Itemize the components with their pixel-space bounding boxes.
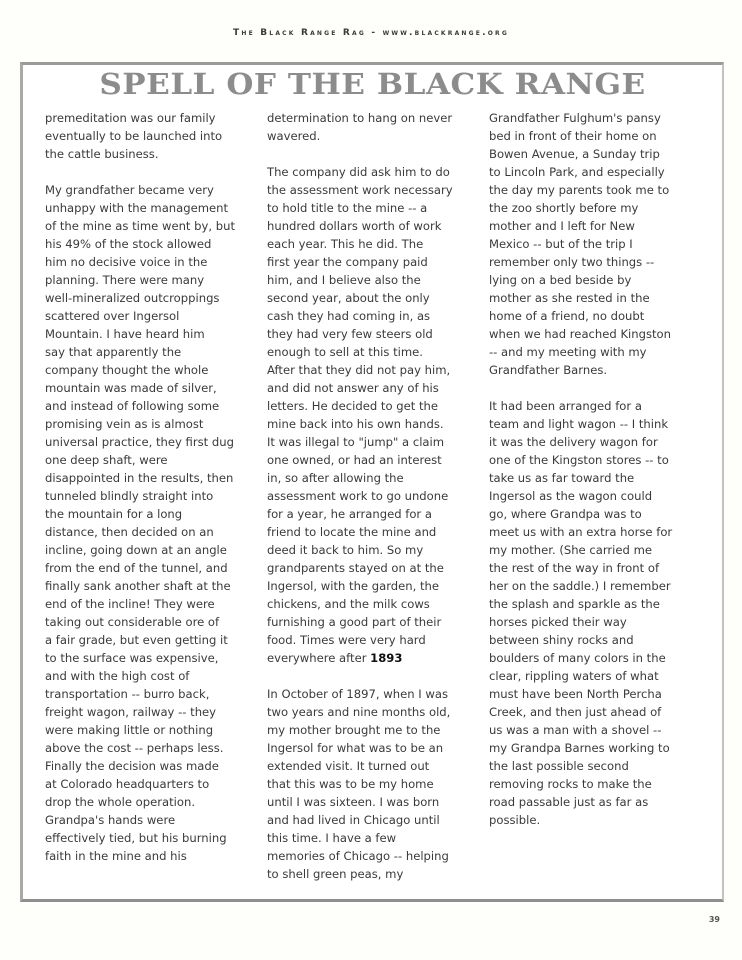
article-frame: [20, 62, 724, 902]
paragraph: In October of 1897, when I was two years and nine months old, my mother brought me to the Ingersol for what was to be an extended visit. It turned out that this was to be my home until I was sixteen. I was born and had lived in Chicago until this time. I have a few memories of Chicago -- helping to shell green peas, my: [267, 687, 451, 881]
article-title: SPELL OF THE BLACK RANGE: [99, 67, 646, 101]
paragraph: Grandfather Fulghum's pansy bed in front of their home on Bowen Avenue, a Sunday trip to Lincoln Park, and especially the day my parents took me to the zoo shortly before my mother and I left for New Mexico -- but of the trip I remember only two things -- lying on a bed beside by mother as she rested in the home of a friend, no doubt when we had reached Kingston -- and my meeting with my Grandfather Barnes.: [489, 111, 672, 377]
column-1: [45, 109, 275, 883]
paragraph: My grandfather became very unhappy with the management of the mine as time went by, but his 49% of the stock allowed him no decisive voice in the planning. There were many well-mineralized outcroppings scattered over Ingersol Mountain. I have heard him say that apparently the company thought the whole mountain was made of silver, and instead of following some promising vein as is almost universal practice, they first dug one deep shaft, were disappointed in the results, then tunneled blindly straight into the mountain for a long distance, then decided on an incline, going down at an angle from the end of the tunnel, and finally sank another shaft at the end of the incline! They were taking out considerable ore of a fair grade, but even getting it to the surface was expensive, and with the high cost of transportation -- burro back, freight wagon, railway -- they were making little or nothing above the cost -- perhaps less. Finally the decision was made at Colorado headquarters to drop the whole operation. Grandpa's hands were effectively tied, but his burning faith in the mine and his: [45, 183, 236, 863]
column-3: [489, 109, 715, 847]
column-2: [267, 109, 485, 901]
bold-year: 1893: [370, 651, 403, 665]
paragraph-text: The company did ask him to do the assessment work necessary to hold title to the mine -- a hundred dollars worth of work each year. This he did. The first year the company paid him, and I believe also the second year, about the only cash they had coming in, as they had very few steers old enough to sell at this time. After that they did not pay him, and did not answer any of his letters. He decided to get the mine back into his own hands. It was illegal to "jump" a claim one owned, or had an interest in, so after allowing the assessment work to go undone for a year, he arranged for a friend to locate the mine and deed it back to him. So my grandparents stayed on at the Ingersol, with the garden, the chickens, and the milk cows furnishing a good part of their food. Times were very hard everywhere after: [267, 165, 453, 665]
paragraph: It had been arranged for a team and light wagon -- I think it was the delivery wagon for one of the Kingston stores -- to take us as far toward the Ingersol as the wagon could go, where Grandpa was to meet us with an extra horse for my mother. (She carried me the rest of the way in front of her on the saddle.) I remember the splash and sparkle as the horses picked their way between shiny rocks and boulders of many colors in the clear, rippling waters of what must have been North Percha Creek, and then just ahead of us was a man with a shovel -- my Grandpa Barnes working to the last possible second removing rocks to make the road passable just as far as possible.: [489, 399, 673, 827]
page-number: 39: [708, 915, 720, 924]
paragraph: determination to hang on never wavered.: [267, 111, 453, 143]
paragraph: premeditation was our family eventually to be launched into the cattle business.: [45, 111, 223, 161]
running-header: The Black Range Rag - www.blackrange.org: [233, 28, 509, 38]
paragraph-with-year: [267, 163, 485, 667]
